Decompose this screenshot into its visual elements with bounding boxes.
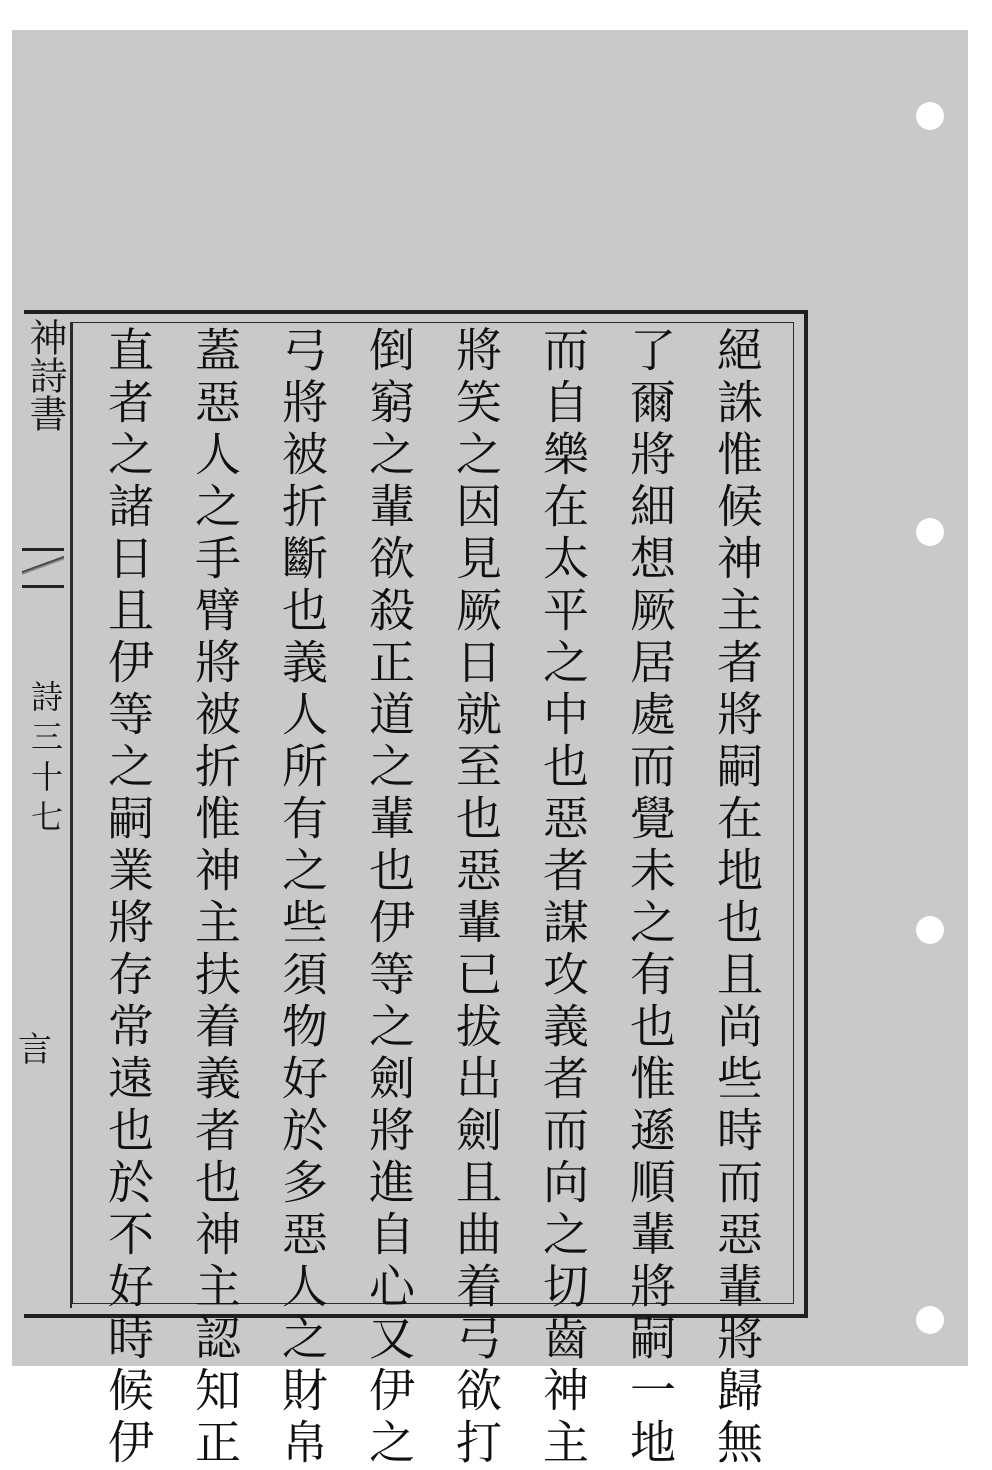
- punch-hole-2: [916, 518, 944, 546]
- margin-rule: [70, 322, 72, 1308]
- text-column-7: 蓋惡人之手臂將被折惟神主扶着義者也神主認知正: [188, 326, 242, 1470]
- text-column-4: 將笑之因見厥日就至也惡輩已拔出劍且曲着弓欲打: [449, 326, 503, 1470]
- page-label: 詩三十七: [26, 680, 64, 840]
- text-block-frame: [18, 310, 808, 1470]
- fish-tail-mark: [22, 548, 64, 588]
- text-column-6: 弓將被折斷也義人所有之些須物好於多惡人之財帛: [275, 326, 329, 1470]
- text-column-8: 直者之諸日且伊等之嗣業將存常遠也於不好時候伊: [101, 326, 155, 1470]
- text-column-1: 絕誅惟候神主者將嗣在地也且尚些時而惡輩將歸無: [710, 326, 764, 1470]
- text-column-3: 而自樂在太平之中也惡者謀攻義者而向之切齒神主: [536, 326, 590, 1470]
- punch-hole-4: [916, 1306, 944, 1334]
- punch-hole-1: [916, 102, 944, 130]
- scanned-page: [12, 30, 968, 1470]
- text-column-5: 倒窮之輩欲殺正道之輩也伊等之劍將進自心又伊之: [362, 326, 416, 1470]
- edge-char: 言: [18, 1030, 52, 1070]
- punch-hole-3: [916, 916, 944, 944]
- inner-border: [72, 322, 794, 1304]
- book-title: 神詩書: [23, 318, 67, 432]
- text-column-2: 了爾將細想厥居處而覺未之有也惟遜順輩將嗣一地: [623, 326, 677, 1470]
